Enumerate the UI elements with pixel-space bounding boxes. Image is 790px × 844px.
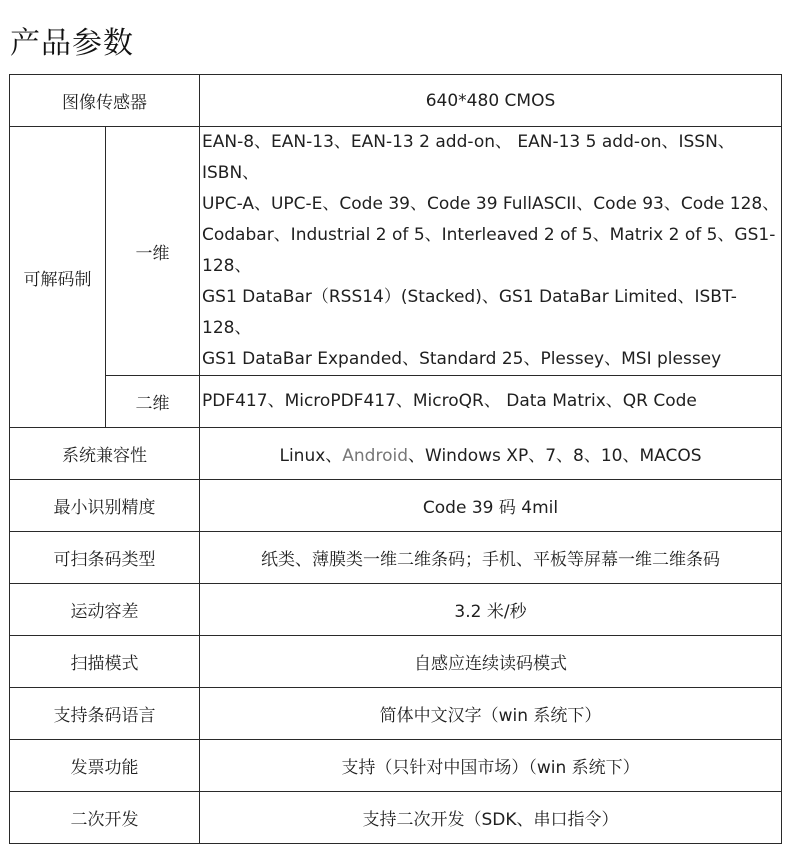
symbology-line: GS1 DataBar（RSS14）(Stacked)、GS1 DataBar Limited、ISBT-128、 xyxy=(202,287,737,338)
row-label: 最小识别精度 xyxy=(10,480,200,532)
symbology-line: GS1 DataBar Expanded、Standard 25、Plessey、MSI plessey xyxy=(202,349,722,369)
table-row-invoice xyxy=(10,740,782,792)
row-label: 可扫条码类型 xyxy=(10,532,200,584)
row-value: 3.2 米/秒 xyxy=(200,584,782,636)
row-value xyxy=(200,428,782,480)
table-row-motion-tolerance xyxy=(10,584,782,636)
table-row-image-sensor xyxy=(10,75,782,127)
symbology-line: UPC-A、UPC-E、Code 39、Code 39 FullASCII、Code 93、Code 128、 xyxy=(202,194,780,214)
os-text-android: Android xyxy=(342,446,409,466)
row-label-decodable: 可解码制 xyxy=(10,127,106,428)
sub-label-1d: 一维 xyxy=(106,127,200,376)
row-value: 支持二次开发（SDK、串口指令） xyxy=(200,792,782,844)
table-row-decodable-2d xyxy=(10,376,782,428)
table-row-secondary-dev xyxy=(10,792,782,844)
row-label: 支持条码语言 xyxy=(10,688,200,740)
table-row-os-compat xyxy=(10,428,782,480)
table-row-barcode-language xyxy=(10,688,782,740)
table-row-min-resolution xyxy=(10,480,782,532)
row-label: 图像传感器 xyxy=(10,75,200,127)
os-text: Linux、 xyxy=(279,446,343,466)
symbology-line: EAN-8、EAN-13、EAN-13 2 add-on、 EAN-13 5 add-on、ISSN、ISBN、 xyxy=(202,132,735,183)
row-label: 发票功能 xyxy=(10,740,200,792)
symbology-list-1d xyxy=(200,127,782,376)
row-label: 扫描模式 xyxy=(10,636,200,688)
row-value: Code 39 码 4mil xyxy=(200,480,782,532)
row-label: 系统兼容性 xyxy=(10,428,200,480)
row-value: 支持（只针对中国市场）（win 系统下） xyxy=(200,740,782,792)
os-text: 、Windows XP、7、8、10、MACOS xyxy=(408,446,702,466)
table-row-decodable-1d xyxy=(10,127,782,376)
spec-table xyxy=(9,74,782,844)
symbology-list-2d: PDF417、MicroPDF417、MicroQR、 Data Matrix、QR Code xyxy=(200,376,782,428)
table-row-scan-mode xyxy=(10,636,782,688)
row-value: 自感应连续读码模式 xyxy=(200,636,782,688)
row-value: 简体中文汉字（win 系统下） xyxy=(200,688,782,740)
row-value: 640*480 CMOS xyxy=(200,75,782,127)
page-title: 产品参数 xyxy=(10,26,134,61)
symbology-line: Codabar、Industrial 2 of 5、Interleaved 2 of 5、Matrix 2 of 5、GS1-128、 xyxy=(202,225,776,276)
sub-label-2d: 二维 xyxy=(106,376,200,428)
row-label: 运动容差 xyxy=(10,584,200,636)
row-label: 二次开发 xyxy=(10,792,200,844)
table-row-scannable-types xyxy=(10,532,782,584)
row-value: 纸类、薄膜类一维二维条码；手机、平板等屏幕一维二维条码 xyxy=(200,532,782,584)
